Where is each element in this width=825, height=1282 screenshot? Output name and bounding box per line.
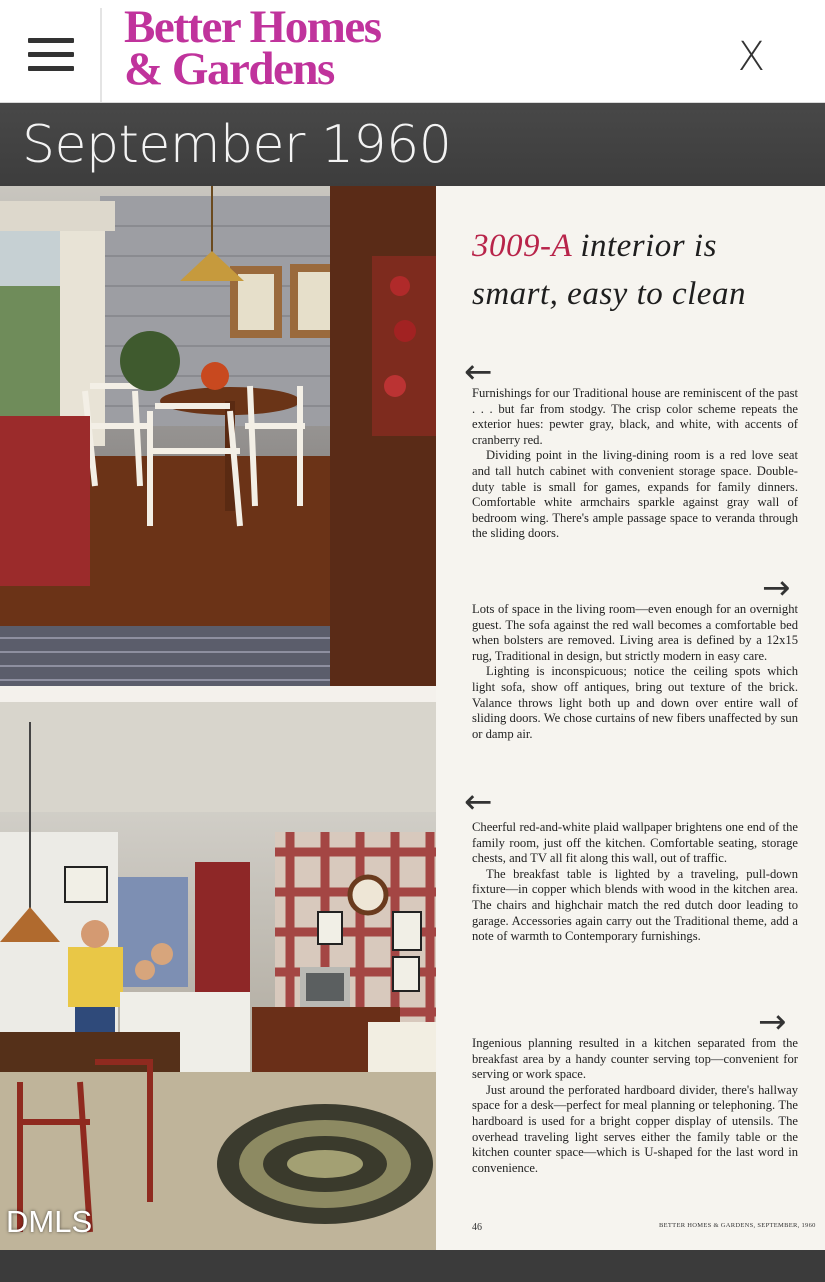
header-divider <box>100 8 102 102</box>
issue-title: September 1960 <box>22 115 452 175</box>
logo-line-2: & Gardens <box>124 43 334 95</box>
section-1-para-1: Furnishings for our Traditional house are reminiscent of the past . . . but far from stodgy. The crisp color scheme repeats the exterior hues: pewter gray, black, and white, with accents of cranberry red. <box>472 386 798 447</box>
dining-room-photo <box>0 186 436 686</box>
magazine-page[interactable] <box>0 186 825 1250</box>
arrow-right-icon: → <box>758 1002 787 1042</box>
close-button[interactable]: X <box>737 34 765 80</box>
brand-logo[interactable] <box>124 1 444 95</box>
section-2-para-2: Lighting is inconspicuous; notice the ceiling spots which light sofa, show off antiques, bring out texture of the brick. Valance throws light both up and down over entire wall of sliding doors. We chose curtains of new fibers unaffected by sun or damp air. <box>472 664 798 741</box>
page-number: 46 <box>472 1222 482 1233</box>
section-3-text <box>472 820 798 945</box>
heading-line-2: smart, easy to clean <box>472 276 746 312</box>
family-room-illustration <box>0 702 436 1250</box>
arrow-right-icon: → <box>762 568 791 608</box>
app-header <box>0 0 825 103</box>
section-3-para-1: Cheerful red-and-white plaid wallpaper brightens one end of the family room, just off the kitchen. Comfortable seating, storage chests, and TV all fit along this wall, out of traffic. <box>472 820 798 866</box>
family-room-photo <box>0 702 436 1250</box>
heading-line-1: interior is <box>571 228 717 264</box>
photo-gap <box>0 686 436 702</box>
article-text-column <box>436 186 825 1250</box>
section-4-para-2: Just around the perforated hardboard divider, there's hallway space for a desk—perfect for meal planning or telephoning. The hardboard is used for a bright copper display of utensils. The overhead traveling light serves either the family table or the kitchen counter space—which is U-shaped for the last word in convenience. <box>472 1082 798 1175</box>
section-1-text <box>472 386 798 542</box>
house-code: 3009-A <box>472 228 572 264</box>
section-2-para-1: Lots of space in the living room—even enough for an overnight guest. The sofa against the red wall becomes a comfortable bed when bolsters are removed. Living area is defined by a 12x15 rug, Traditional in design, but strictly modern in easy care. <box>472 602 798 663</box>
bottom-bar <box>0 1250 825 1282</box>
section-4-para-1: Ingenious planning resulted in a kitchen separated from the breakfast area by a handy counter serving top—convenient for serving or work space. <box>472 1036 798 1082</box>
issue-title-bar <box>0 103 825 186</box>
running-footer: BETTER HOMES & GARDENS, SEPTEMBER, 1960 <box>659 1222 816 1229</box>
hamburger-menu-icon[interactable] <box>28 38 74 74</box>
section-2-text <box>472 602 798 742</box>
watermark: DMLS <box>6 1204 93 1239</box>
section-3-para-2: The breakfast table is lighted by a traveling, pull-down fixture—in copper which blends with wood in the kitchen area. The chairs and highchair match the red dutch door leading to garage. Accessories again carry out the Traditional theme, add a note of warmth to Contemporary furnishings. <box>472 866 798 944</box>
section-1-para-2: Dividing point in the living-dining room is a red love seat and tall hutch cabinet with convenient storage space. Double-duty table is small for games, expands for family dinners. Comfortable white armchairs sparkle against gray wall of bedroom wing. There's ample passage space to veranda through the sliding doors. <box>472 448 798 541</box>
article-heading <box>472 222 822 318</box>
section-4-text <box>472 1036 798 1176</box>
arrow-left-icon: ← <box>464 352 493 392</box>
arrow-left-icon: ← <box>464 782 493 822</box>
dining-room-illustration <box>0 186 436 686</box>
logo-line-1: Better Homes <box>124 1 381 53</box>
